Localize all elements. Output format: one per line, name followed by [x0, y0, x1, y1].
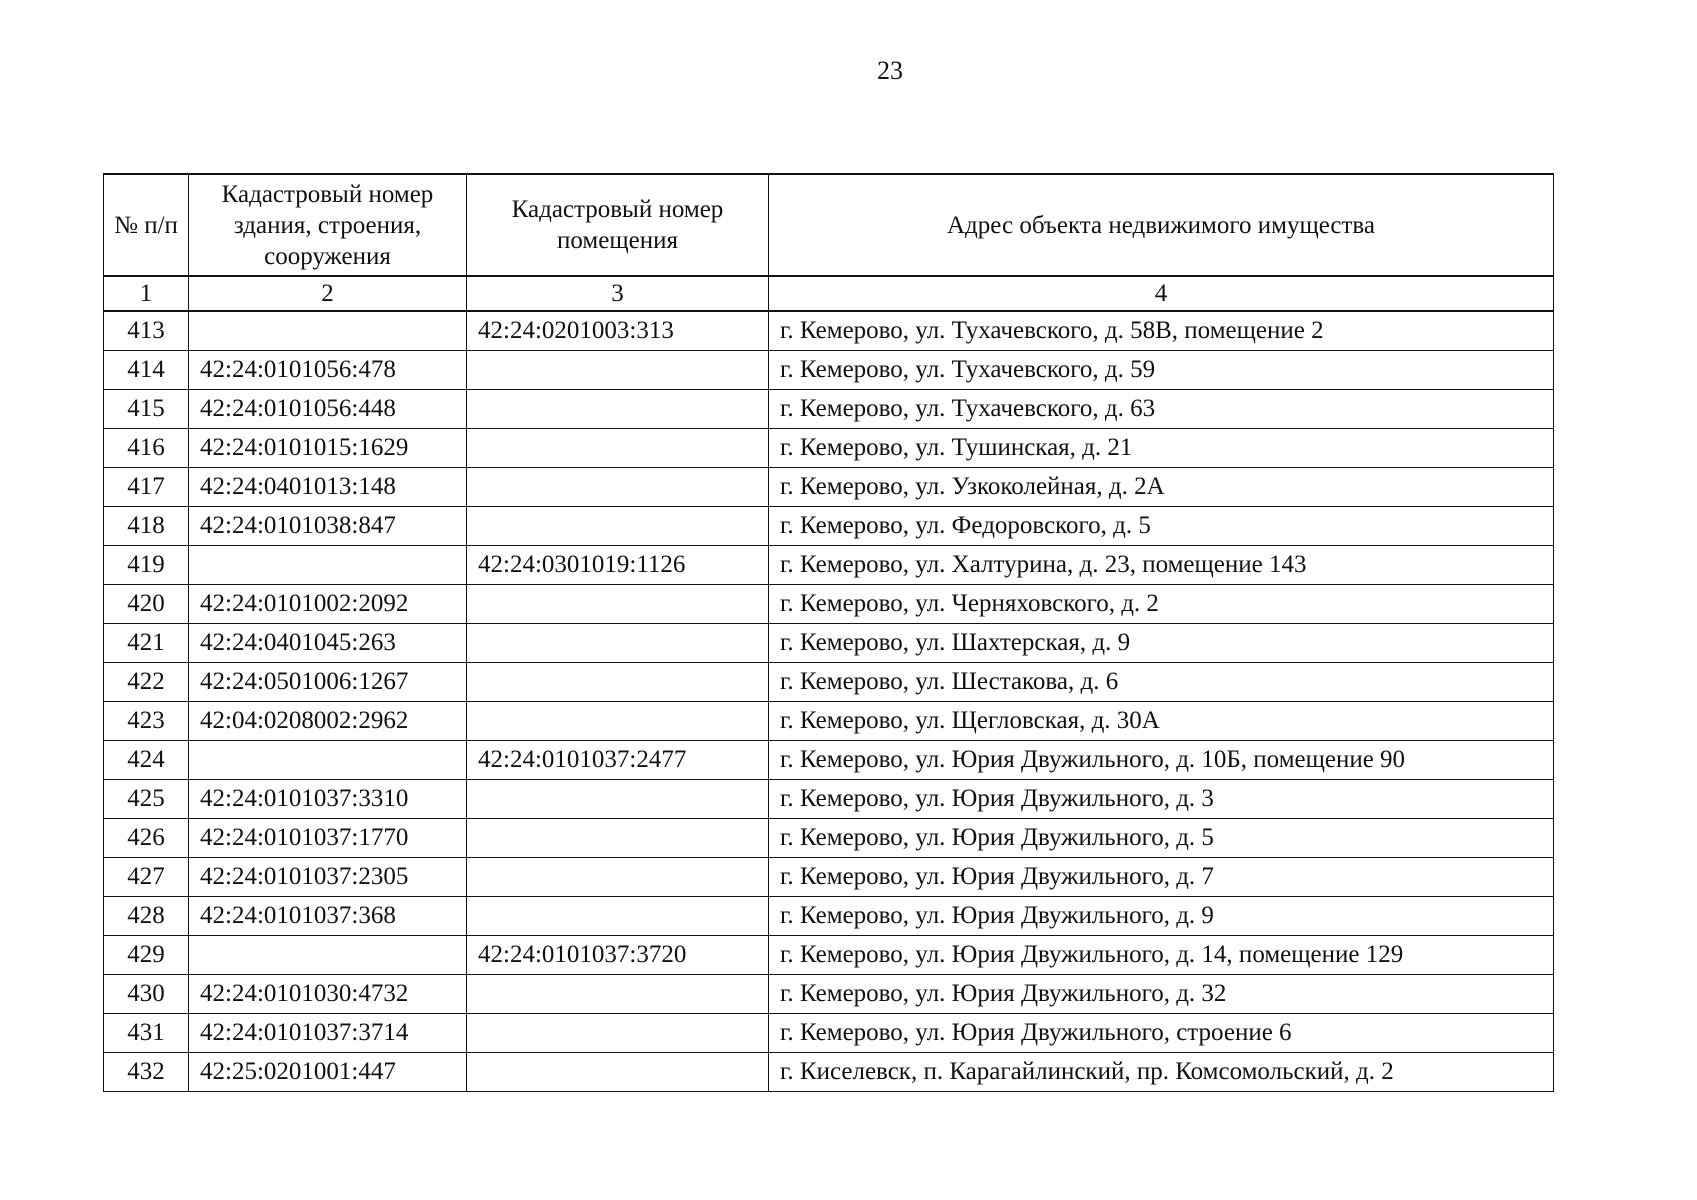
- cell-building-cadastral: 42:24:0101038:847: [189, 507, 467, 546]
- cell-num: 416: [104, 429, 189, 468]
- cell-premise-cadastral: 42:24:0101037:3720: [467, 936, 769, 975]
- cell-building-cadastral: 42:24:0101037:1770: [189, 819, 467, 858]
- cell-address: г. Кемерово, ул. Юрия Двужильного, д. 14, помещение 129: [769, 936, 1554, 975]
- cell-num: 422: [104, 663, 189, 702]
- cell-address: г. Кемерово, ул. Тухачевского, д. 59: [769, 351, 1554, 390]
- cell-address: г. Кемерово, ул. Юрия Двужильного, д. 7: [769, 858, 1554, 897]
- cell-num: 424: [104, 741, 189, 780]
- cell-num: 414: [104, 351, 189, 390]
- cell-building-cadastral: 42:24:0401013:148: [189, 468, 467, 507]
- cell-address: г. Кемерово, ул. Юрия Двужильного, д. 9: [769, 897, 1554, 936]
- cell-num: 415: [104, 390, 189, 429]
- cell-building-cadastral: 42:25:0201001:447: [189, 1053, 467, 1092]
- cell-building-cadastral: 42:24:0101056:478: [189, 351, 467, 390]
- cell-address: г. Кемерово, ул. Юрия Двужильного, д. 5: [769, 819, 1554, 858]
- cell-premise-cadastral: [467, 897, 769, 936]
- column-number: 2: [189, 276, 467, 311]
- table-row: [104, 897, 1554, 936]
- cell-premise-cadastral: [467, 780, 769, 819]
- cell-address: г. Кемерово, ул. Тушинская, д. 21: [769, 429, 1554, 468]
- cell-num: 430: [104, 975, 189, 1014]
- cell-premise-cadastral: 42:24:0201003:313: [467, 311, 769, 351]
- cell-address: г. Кемерово, ул. Шахтерская, д. 9: [769, 624, 1554, 663]
- cell-premise-cadastral: 42:24:0101037:2477: [467, 741, 769, 780]
- cell-building-cadastral: [189, 936, 467, 975]
- table-row: [104, 819, 1554, 858]
- cell-premise-cadastral: [467, 390, 769, 429]
- cell-address: г. Кемерово, ул. Щегловская, д. 30А: [769, 702, 1554, 741]
- table-row: [104, 546, 1554, 585]
- table-row: [104, 390, 1554, 429]
- cell-premise-cadastral: [467, 351, 769, 390]
- header-num: № п/п: [104, 174, 189, 276]
- cell-num: 420: [104, 585, 189, 624]
- table-row: [104, 663, 1554, 702]
- cell-premise-cadastral: [467, 858, 769, 897]
- cell-premise-cadastral: [467, 819, 769, 858]
- table-row: [104, 780, 1554, 819]
- cell-building-cadastral: 42:24:0101030:4732: [189, 975, 467, 1014]
- cell-building-cadastral: 42:24:0101002:2092: [189, 585, 467, 624]
- cell-address: г. Кемерово, ул. Черняховского, д. 2: [769, 585, 1554, 624]
- cell-num: 413: [104, 311, 189, 351]
- header-building-cadastral: Кадастровый номер здания, строения, сооружения: [189, 174, 467, 276]
- table-row: [104, 468, 1554, 507]
- cell-building-cadastral: 42:24:0101015:1629: [189, 429, 467, 468]
- cell-building-cadastral: [189, 741, 467, 780]
- cell-premise-cadastral: [467, 663, 769, 702]
- cell-building-cadastral: 42:24:0101037:2305: [189, 858, 467, 897]
- cell-address: г. Киселевск, п. Карагайлинский, пр. Комсомольский, д. 2: [769, 1053, 1554, 1092]
- table-row: [104, 936, 1554, 975]
- table-row: [104, 311, 1554, 351]
- cell-num: 427: [104, 858, 189, 897]
- header-address: Адрес объекта недвижимого имущества: [769, 174, 1554, 276]
- cell-num: 431: [104, 1014, 189, 1053]
- table-row: [104, 1014, 1554, 1053]
- header-premise-cadastral: Кадастровый номер помещения: [467, 174, 769, 276]
- cell-premise-cadastral: [467, 1014, 769, 1053]
- table-row: [104, 1053, 1554, 1092]
- cell-address: г. Кемерово, ул. Юрия Двужильного, строение 6: [769, 1014, 1554, 1053]
- header-row: [104, 174, 1554, 276]
- cell-building-cadastral: 42:24:0101056:448: [189, 390, 467, 429]
- cell-address: г. Кемерово, ул. Юрия Двужильного, д. 32: [769, 975, 1554, 1014]
- property-table: [103, 173, 1554, 1092]
- cell-building-cadastral: 42:24:0101037:3310: [189, 780, 467, 819]
- cell-premise-cadastral: [467, 624, 769, 663]
- cell-num: 426: [104, 819, 189, 858]
- table-row: [104, 429, 1554, 468]
- column-number-row: [104, 276, 1554, 311]
- table-row: [104, 975, 1554, 1014]
- cell-address: г. Кемерово, ул. Шестакова, д. 6: [769, 663, 1554, 702]
- cell-address: г. Кемерово, ул. Тухачевского, д. 58В, помещение 2: [769, 311, 1554, 351]
- table-row: [104, 741, 1554, 780]
- cell-num: 418: [104, 507, 189, 546]
- cell-building-cadastral: 42:24:0101037:368: [189, 897, 467, 936]
- cell-building-cadastral: [189, 311, 467, 351]
- cell-address: г. Кемерово, ул. Узкоколейная, д. 2А: [769, 468, 1554, 507]
- column-number: 1: [104, 276, 189, 311]
- table-row: [104, 702, 1554, 741]
- cell-building-cadastral: 42:24:0401045:263: [189, 624, 467, 663]
- table-row: [104, 858, 1554, 897]
- cell-building-cadastral: 42:24:0101037:3714: [189, 1014, 467, 1053]
- cell-premise-cadastral: [467, 429, 769, 468]
- cell-num: 425: [104, 780, 189, 819]
- cell-building-cadastral: 42:24:0501006:1267: [189, 663, 467, 702]
- cell-premise-cadastral: [467, 507, 769, 546]
- cell-num: 428: [104, 897, 189, 936]
- cell-premise-cadastral: [467, 468, 769, 507]
- cell-address: г. Кемерово, ул. Тухачевского, д. 63: [769, 390, 1554, 429]
- cell-address: г. Кемерово, ул. Юрия Двужильного, д. 3: [769, 780, 1554, 819]
- table-row: [104, 624, 1554, 663]
- table-row: [104, 507, 1554, 546]
- cell-premise-cadastral: [467, 1053, 769, 1092]
- cell-premise-cadastral: 42:24:0301019:1126: [467, 546, 769, 585]
- cell-address: г. Кемерово, ул. Федоровского, д. 5: [769, 507, 1554, 546]
- cell-building-cadastral: [189, 546, 467, 585]
- cell-building-cadastral: 42:04:0208002:2962: [189, 702, 467, 741]
- cell-num: 429: [104, 936, 189, 975]
- column-number: 4: [769, 276, 1554, 311]
- cell-premise-cadastral: [467, 585, 769, 624]
- cell-num: 423: [104, 702, 189, 741]
- table-row: [104, 585, 1554, 624]
- table-body: [104, 311, 1554, 1092]
- cell-address: г. Кемерово, ул. Халтурина, д. 23, помещение 143: [769, 546, 1554, 585]
- cell-address: г. Кемерово, ул. Юрия Двужильного, д. 10Б, помещение 90: [769, 741, 1554, 780]
- cell-premise-cadastral: [467, 975, 769, 1014]
- cell-num: 432: [104, 1053, 189, 1092]
- column-number: 3: [467, 276, 769, 311]
- cell-premise-cadastral: [467, 702, 769, 741]
- page-number: 23: [877, 56, 903, 85]
- cell-num: 419: [104, 546, 189, 585]
- table-row: [104, 351, 1554, 390]
- cell-num: 417: [104, 468, 189, 507]
- cell-num: 421: [104, 624, 189, 663]
